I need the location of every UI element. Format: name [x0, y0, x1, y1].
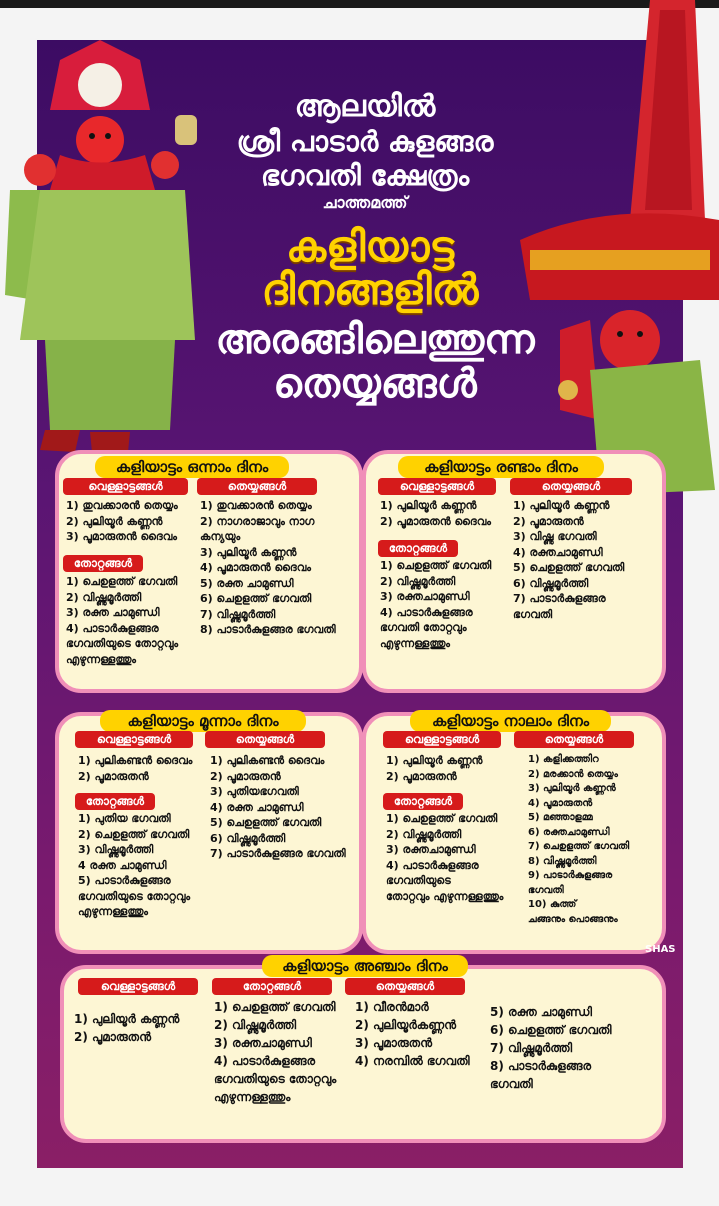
- list-item: 1) പുലിയൂർ കണ്ണൻ: [380, 499, 477, 512]
- list-item: 7) പാടാർകുളങ്ങര ഭഗവതി: [513, 592, 606, 621]
- list-item: 3) രക്ത ചാമുണ്ഡി: [66, 606, 160, 619]
- headline-white-1: അരങ്ങിലെത്തുന്ന: [215, 317, 535, 363]
- list-item: 1) കളിക്കത്തിറ: [528, 754, 599, 765]
- header-line-4: ചാത്തമത്ത്: [322, 193, 408, 212]
- list-item: 4) പൂമാരുതൻ: [528, 797, 593, 809]
- list-item: 1) പുലിയൂർ കണ്ണൻ: [513, 499, 610, 512]
- list-item: 4) പൂമാരുതൻ ദൈവം: [200, 561, 311, 574]
- day5-theyyam-list-b: [490, 1003, 640, 1093]
- list-item: 5) മഞ്ഞാളമ്മ: [528, 812, 593, 823]
- day3-thottam-list: [78, 811, 208, 920]
- list-item: 2) വിഷ്ണുമൂർത്തി: [66, 590, 142, 604]
- list-item: 2) പൂമാരുതൻ: [74, 1030, 152, 1044]
- list-item: 3) രക്തചാമുണ്ഡി: [380, 590, 470, 603]
- list-item: 4) രക്ത ചാമുണ്ഡി: [210, 800, 304, 814]
- list-item: 6) ചെഉളത്ത് ഭഗവതി: [490, 1023, 612, 1037]
- list-item: 3) പൂമാരുതൻ ദൈവം: [66, 530, 177, 543]
- day1-vellattam-label: വെള്ളാട്ടങ്ങൾ: [63, 478, 188, 495]
- list-item: 5) രക്ത ചാമുണ്ഡി: [490, 1005, 592, 1019]
- list-item: 3) രക്തചാമുണ്ഡി: [214, 1036, 312, 1050]
- list-item: 2) പുലിയൂർ കണ്ണൻ: [66, 514, 163, 528]
- list-item: 4) പാടാർകുളങ്ങര ഭഗവതിയുടെ തോറ്റവും എഴുന്നള്ളത്തും: [66, 621, 179, 666]
- list-item: 1) ചെഉളത്ത് ഭഗവതി: [66, 575, 178, 588]
- list-item: 2) പൂമാരുതൻ: [513, 514, 584, 528]
- list-item: 8) പാടാർകുളങ്ങര ഭഗവതി: [490, 1059, 592, 1091]
- day2-vellattam-label: വെള്ളാട്ടങ്ങൾ: [378, 478, 496, 495]
- list-item: 5) ചെഉളത്ത് ഭഗവതി: [210, 816, 322, 829]
- headline-yellow-1: കളിയാട്ട: [286, 222, 454, 271]
- list-item: 2) പുലിയൂർകണ്ണൻ: [355, 1018, 457, 1032]
- day4-vellattam-label: വെള്ളാട്ടങ്ങൾ: [383, 731, 501, 748]
- list-item: 8) വിഷ്ണുമൂർത്തി: [528, 855, 597, 867]
- list-item: 2) വിഷ്ണുമൂർത്തി: [380, 574, 456, 588]
- day4-thottam-list: [386, 811, 531, 904]
- list-item: 3) വിഷ്ണു ഭഗവതി: [513, 530, 597, 543]
- list-item: 6) രക്തചാമുണ്ഡി: [528, 826, 610, 838]
- list-item: 5) പാടാർകുളങ്ങര ഭഗവതിയുടെ തോറ്റവും എഴുന്നള്ളത്തും: [78, 874, 191, 918]
- day3-theyyam-list: [210, 753, 350, 862]
- day5-vellattam-label: വെള്ളാട്ടങ്ങൾ: [78, 978, 198, 995]
- headline-white-2: തെയ്യങ്ങൾ: [273, 361, 477, 407]
- header-line-1: ആലയിൽ: [294, 89, 436, 124]
- list-item: 4) പാടാർകുളങ്ങര ഭഗവതിയുടെ തോറ്റവും എഴുന്നള്ളത്തും: [386, 858, 504, 903]
- day1-title: കളിയാട്ടം ഒന്നാം ദിനം: [95, 456, 289, 478]
- list-item: 3) പുതിയഭഗവതി: [210, 785, 299, 798]
- day2-theyyam-list: [513, 498, 653, 622]
- day5-title: കളിയാട്ടം അഞ്ചാം ദിനം: [262, 955, 468, 977]
- list-item: 2) വിഷ്ണുമൂർത്തി: [386, 827, 462, 841]
- list-item: 5) ചെഉളത്ത് ഭഗവതി: [513, 561, 625, 574]
- list-item: 2) പൂമാരുതൻ: [210, 769, 281, 783]
- list-item: 2) ചെഉളത്ത് ഭഗവതി: [78, 827, 190, 841]
- day1-thottam-label: തോറ്റങ്ങൾ: [63, 555, 143, 572]
- list-item: 4 രക്ത ചാമുണ്ഡി: [78, 858, 167, 872]
- day2-thottam-label: തോറ്റങ്ങൾ: [378, 540, 458, 557]
- list-item: 2) നാഗരാജാവും നാഗ കന്യയും: [200, 514, 315, 543]
- day5-thottam-list: [214, 998, 354, 1106]
- theyyam-figure-right: [520, 0, 719, 500]
- list-item: 7) ചെഉളത്ത് ഭഗവതി: [528, 841, 630, 852]
- list-item: 1) പുലികണ്ടൻ ദൈവം: [210, 754, 325, 767]
- list-item: 3) പൂമാരുതൻ: [355, 1036, 433, 1050]
- day2-thottam-list: [380, 558, 510, 651]
- day2-theyyam-label: തെയ്യങ്ങൾ: [510, 478, 632, 495]
- list-item: 7) വിഷ്ണുമൂർത്തി: [490, 1041, 573, 1055]
- list-item: 1) പുതിയ ഭഗവതി: [78, 812, 171, 825]
- list-item: 3) പുലിയൂർ കണ്ണൻ: [200, 545, 297, 559]
- day5-theyyam-label: തെയ്യങ്ങൾ: [345, 978, 465, 995]
- theyyam-figure-left: [0, 40, 205, 460]
- headline-yellow-2: ദിനങ്ങളിൽ: [261, 265, 479, 314]
- day4-theyyam-label: തെയ്യങ്ങൾ: [514, 731, 634, 748]
- list-item: 1) വീരൻമാർ: [355, 1000, 429, 1014]
- list-item: 4) രക്തചാമുണ്ഡി: [513, 545, 603, 559]
- list-item: 3) വിഷ്ണുമൂർത്തി: [78, 843, 154, 856]
- list-item: 1) ചെഉളത്ത് ഭഗവതി: [386, 812, 498, 825]
- day5-thottam-label: തോറ്റങ്ങൾ: [212, 978, 332, 995]
- day1-theyyam-label: തെയ്യങ്ങൾ: [197, 478, 317, 495]
- list-item: 6) വിഷ്ണുമൂർത്തി: [513, 576, 589, 590]
- list-item: 1) ചെഉളത്ത് ഭഗവതി: [214, 1000, 336, 1014]
- day2-vellattam-list: [380, 498, 510, 529]
- list-item: 2) പൂമാരുതൻ: [78, 769, 149, 783]
- list-item: 3) പുലിയൂർ കണ്ണൻ: [528, 783, 616, 794]
- list-item: 7) പാടാർകുളങ്ങര ഭഗവതി: [210, 847, 346, 860]
- list-item: 1) പുലിയൂർ കണ്ണൻ: [74, 1012, 180, 1026]
- list-item: 2) പൂമാരുതൻ: [386, 769, 457, 783]
- day4-vellattam-list: [386, 753, 516, 784]
- list-item: 1) പുലികണ്ടൻ ദൈവം: [78, 754, 193, 767]
- list-item: 3) രക്തചാമുണ്ഡി: [386, 843, 476, 856]
- day3-vellattam-list: [78, 753, 208, 784]
- list-item: 6) ചെഉളത്ത് ഭഗവതി: [200, 592, 312, 605]
- day4-title: കളിയാട്ടം നാലാം ദിനം: [410, 710, 611, 732]
- list-item: 1) തുവക്കാരൻ തെയ്യം: [200, 499, 312, 512]
- day3-thottam-label: തോറ്റങ്ങൾ: [75, 793, 155, 810]
- list-item: 4) പാടാർകുളങ്ങര ഭഗവതിയുടെ തോറ്റവും എഴുന്നള്ളത്തും: [214, 1054, 337, 1104]
- day3-vellattam-label: വെള്ളാട്ടങ്ങൾ: [75, 731, 193, 748]
- list-item: 2) വിഷ്ണുമൂർത്തി: [214, 1018, 297, 1032]
- day1-thottam-list: [66, 574, 196, 667]
- day4-thottam-label: തോറ്റങ്ങൾ: [383, 793, 463, 810]
- list-item: 1) തുവക്കാരൻ തെയ്യം: [66, 499, 178, 512]
- list-item: 1) പുലിയൂർ കണ്ണൻ: [386, 754, 483, 767]
- list-item: 6) വിഷ്ണുമൂർത്തി: [210, 831, 286, 845]
- day3-title: കളിയാട്ടം മൂന്നാം ദിനം: [100, 710, 306, 732]
- header-line-3: ഭഗവതി ക്ഷേത്രം: [260, 159, 470, 192]
- list-item: 7) വിഷ്ണുമൂർത്തി: [200, 607, 276, 621]
- day1-vellattam-list: [66, 498, 196, 545]
- header-line-2: ശ്രീ പാടാർ കുളങ്ങര: [236, 125, 494, 158]
- designer-logo: SHAS: [645, 944, 676, 955]
- list-item: 8) പാടാർകുളങ്ങര ഭഗവതി: [200, 623, 336, 636]
- list-item: 5) രക്ത ചാമുണ്ഡി: [200, 576, 294, 590]
- list-item: 1) ചെഉളത്ത് ഭഗവതി: [380, 559, 492, 572]
- day5-vellattam-list: [74, 1010, 209, 1046]
- list-item: 2) പൂമാരുതൻ ദൈവം: [380, 514, 491, 528]
- day2-title: കളിയാട്ടം രണ്ടാം ദിനം: [398, 456, 604, 478]
- list-item: 10) കുത്ത് ചങ്ങനും പൊങ്ങനും: [528, 899, 618, 925]
- day5-theyyam-list-a: [355, 998, 490, 1070]
- day3-theyyam-label: തെയ്യങ്ങൾ: [205, 731, 325, 748]
- day1-theyyam-list: [200, 498, 350, 638]
- list-item: 4) പാടാർകുളങ്ങര ഭഗവതി തോറ്റവും എഴുന്നള്ളത്തും: [380, 605, 473, 650]
- list-item: 9) പാടാർകുളങ്ങര ഭഗവതി: [528, 870, 613, 896]
- list-item: 4) നരമ്പിൽ ഭഗവതി: [355, 1054, 470, 1068]
- day4-theyyam-list: [528, 753, 648, 927]
- list-item: 2) മരക്കാൻ തെയ്യം: [528, 768, 618, 780]
